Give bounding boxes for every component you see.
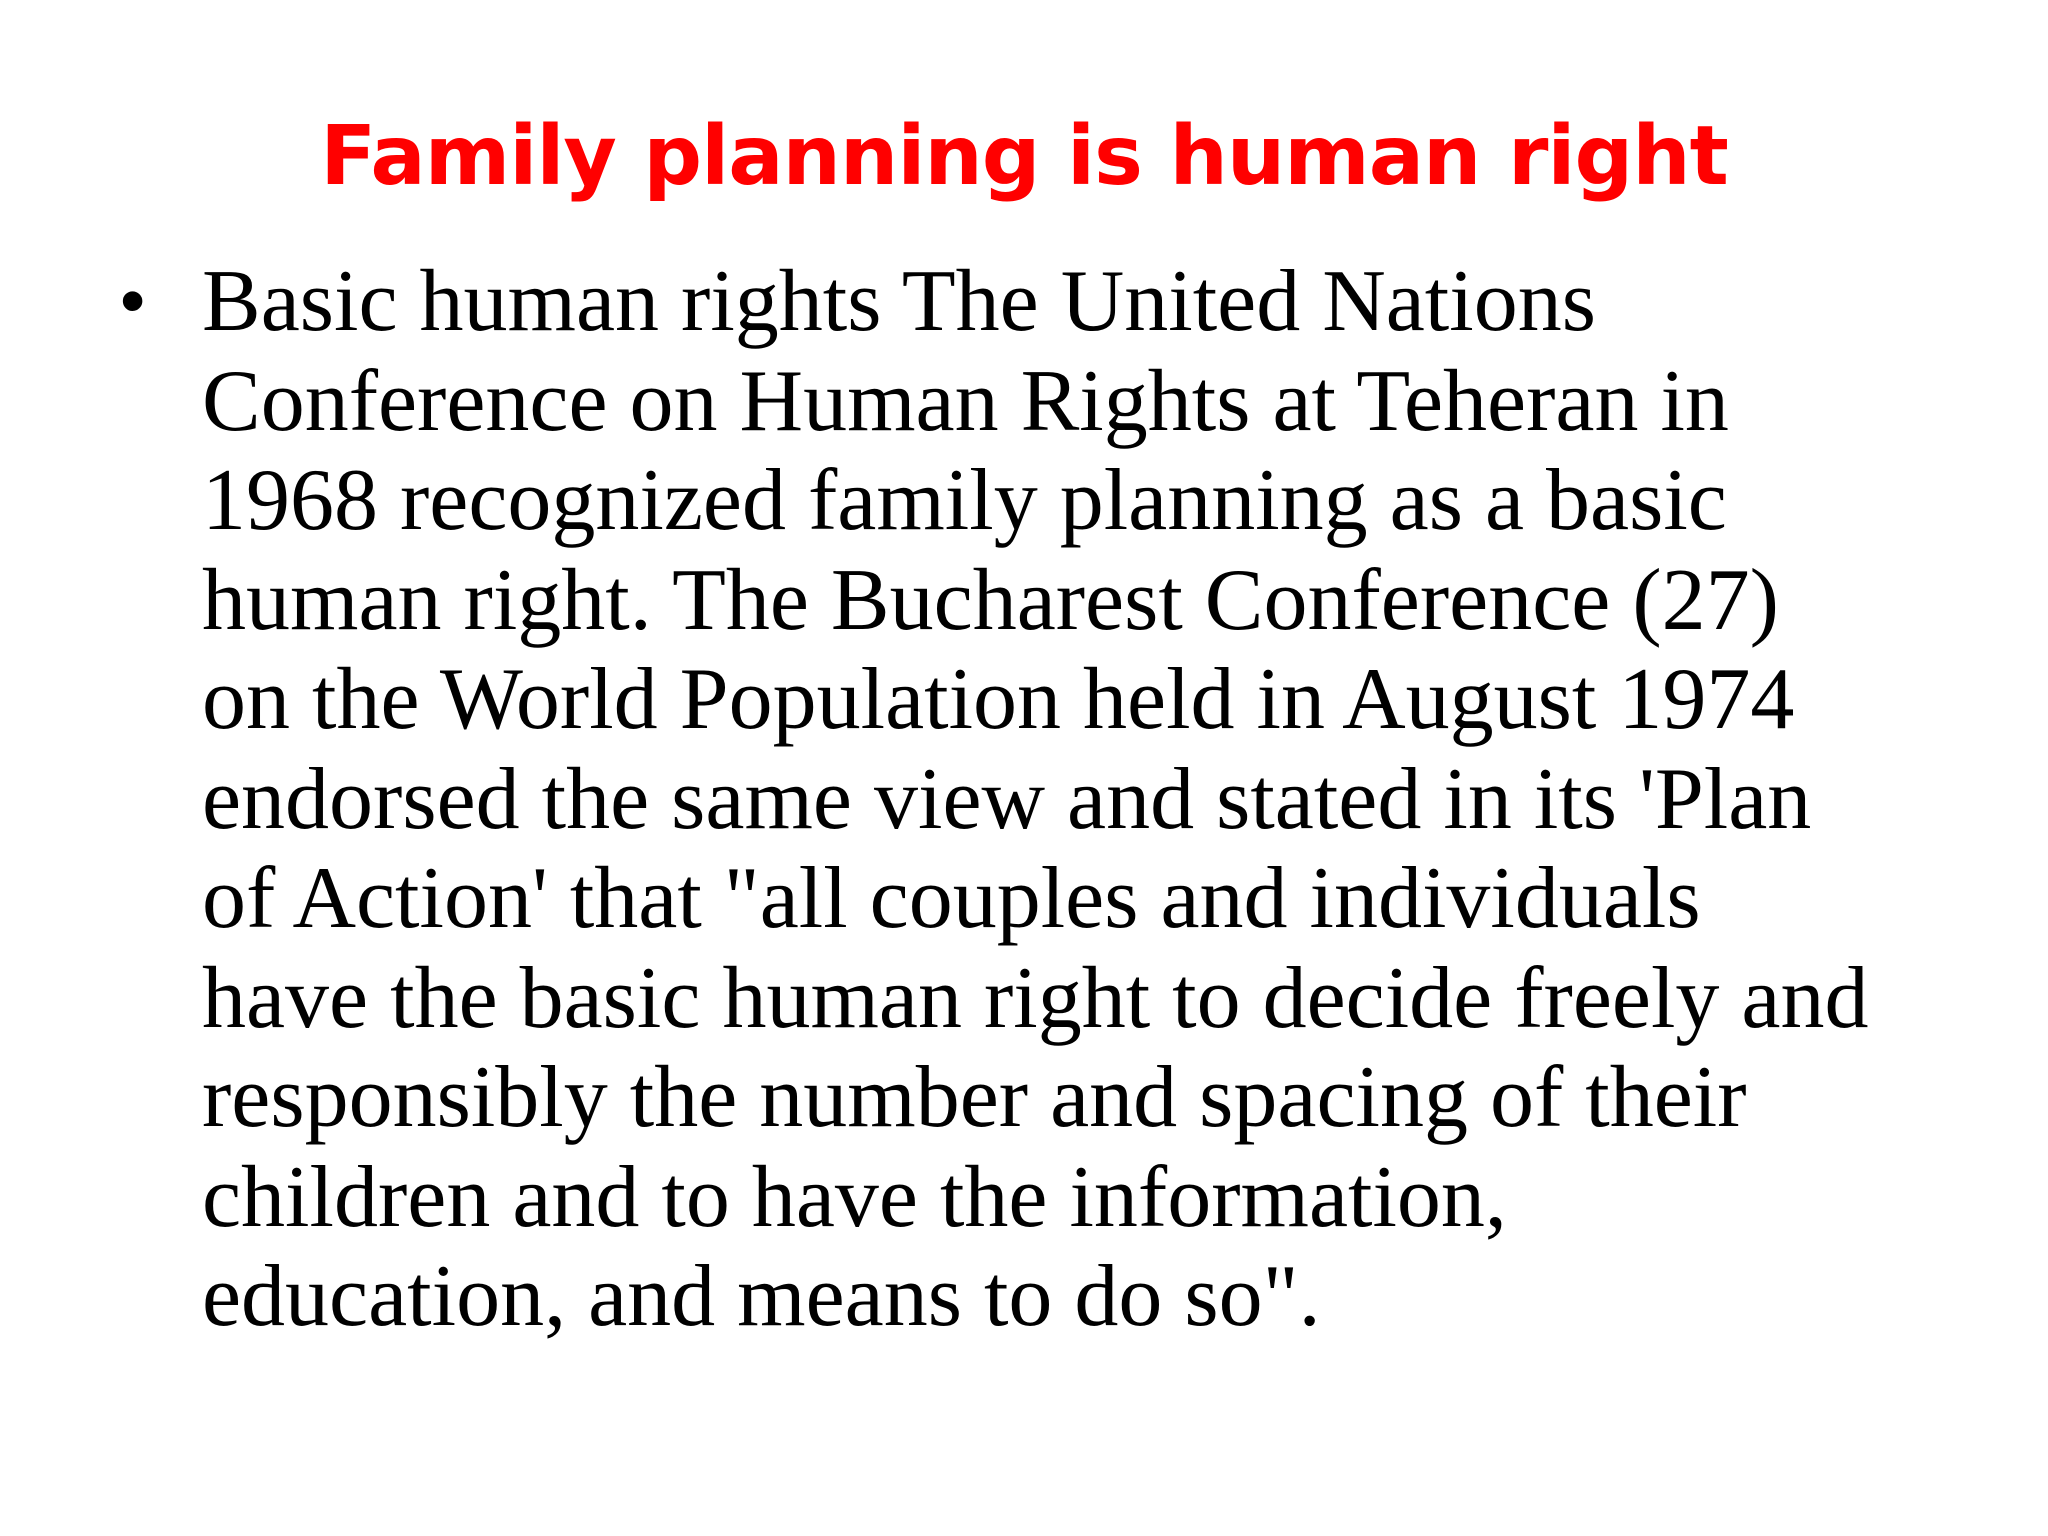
bullet-list [120,252,1960,1347]
bullet-text-line: Basic human rights The United Nations [202,253,1596,350]
bullet-text-line: on the World Population held in August 1974 [202,651,1795,748]
slide-title: Family planning is human right [320,109,1728,204]
bullet-point-icon: • [120,261,146,341]
bullet-text-line: have the basic human right to decide freely and [202,949,1869,1047]
bullet-text-line: human right. The Bucharest Conference (27) [202,551,1779,649]
bullet-text-line: Conference on Human Rights at Teheran in [202,352,1729,450]
bullet-text-line: responsibly the number and spacing of their [202,1049,1747,1146]
bullet-text-line: education, and means to do so". [202,1248,1321,1345]
bullet-item [120,252,1960,1347]
bullet-text-line: children and to have the information, [202,1148,1507,1246]
bullet-text-line: of Action' that "all couples and individuals [202,850,1701,947]
bullet-text-line: endorsed the same view and stated in its 'Plan [202,750,1812,848]
bullet-text-line: 1968 recognized family planning as a basic [202,452,1727,549]
